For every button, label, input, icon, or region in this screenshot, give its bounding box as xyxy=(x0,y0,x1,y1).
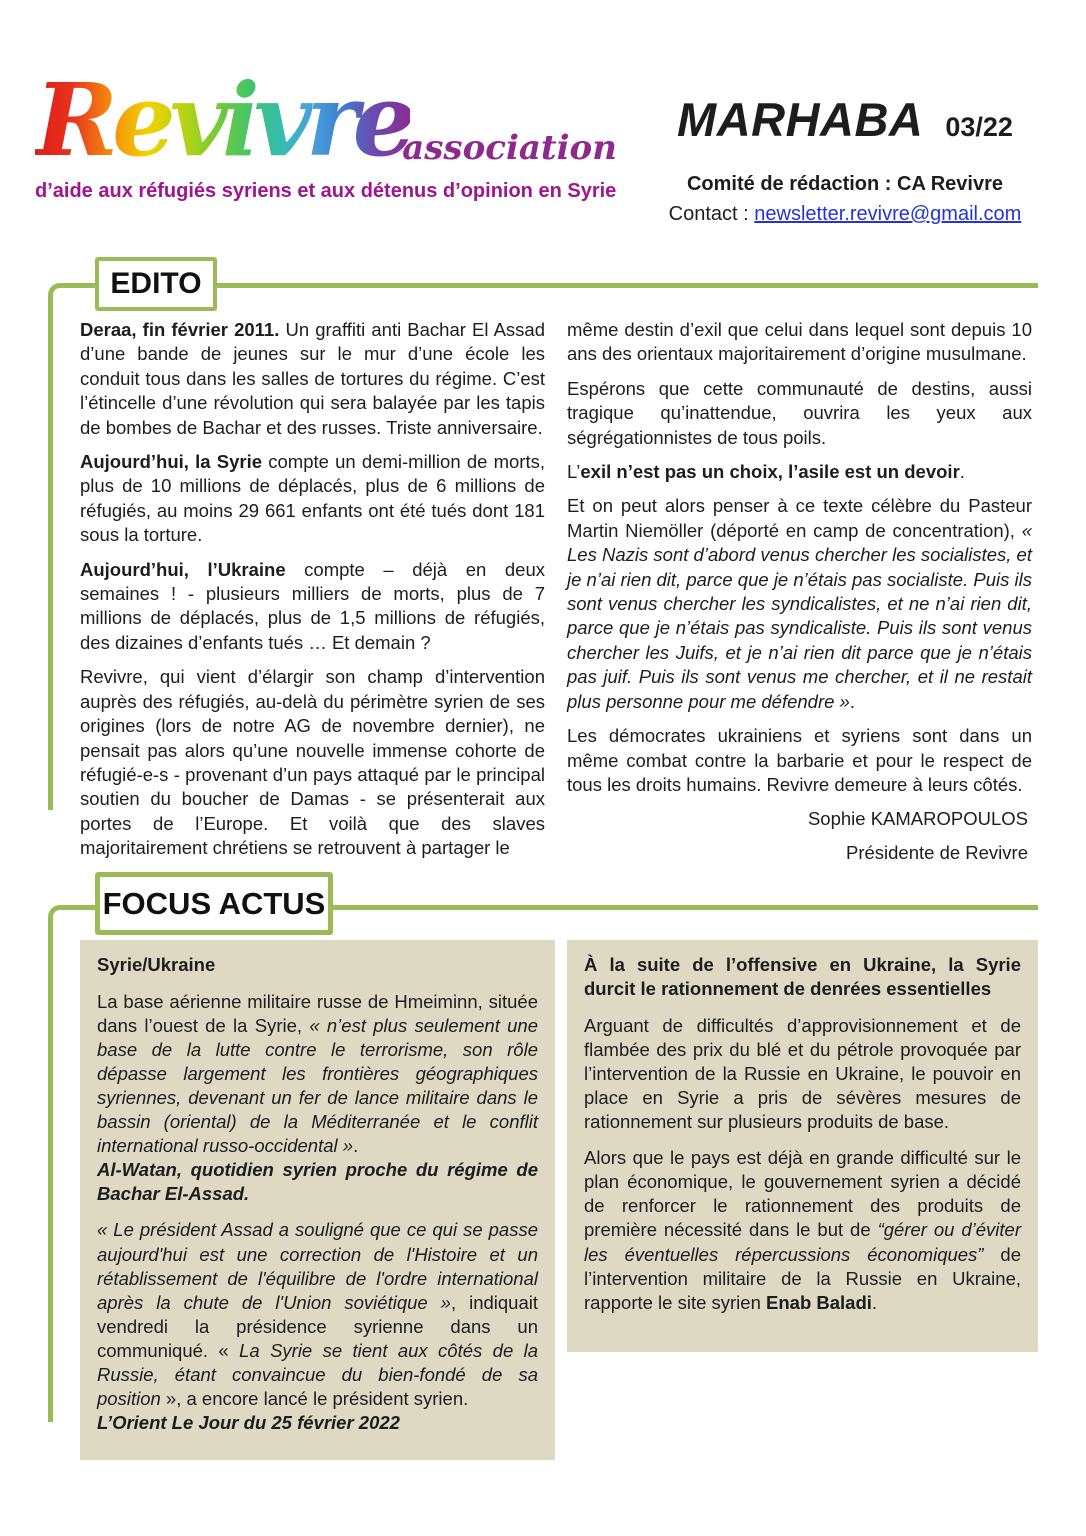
focus-left-heading: Syrie/Ukraine xyxy=(97,954,216,975)
logo-wordmark-row xyxy=(35,61,663,179)
newsletter-title: MARHABA xyxy=(677,93,924,146)
paragraph: Et on peut alors penser à ce texte célèbre du Pasteur Martin Niemöller (déporté en camp de concentration), « Les Nazis sont d’abord venus chercher les socialistes, et je n’ai rien dit, parce que je n’étais pas socialiste. Puis ils sont venus chercher les syndicalistes, et ne n’ai rien dit, parce que je n’étais pas syndicaliste. Puis ils sont venus chercher les Juifs, et je n’ai rien dit parce que je n’étais pas juif. Puis ils sont venus me chercher, et il ne restait plus personne pour me défendre ». xyxy=(567,495,1032,712)
focus-right-panel xyxy=(567,940,1038,1352)
paragraph: Espérons que cette communauté de destins, aussi tragique qu’inattendue, ouvrira les yeux aux ségrégationnistes de tous poils. xyxy=(567,377,1032,448)
contact-label: Contact : xyxy=(668,203,755,225)
issue-title-row xyxy=(650,92,1040,147)
issue-block xyxy=(650,92,1040,226)
contact-email-link[interactable]: newsletter.revivre@gmail.com xyxy=(754,203,1022,225)
paragraph: Aujourd’hui, l’Ukraine compte – déjà en deux semaines ! - plusieurs milliers de morts, plus de 7 millions de déplacés, plus de 1,5 millions de réfugiés, des dizaines d’enfants tués … Et demain ? xyxy=(80,558,545,653)
edito-heading-box xyxy=(95,257,217,311)
edito-heading: EDITO xyxy=(110,267,202,300)
committee-line: Comité de rédaction : CA Revivre xyxy=(686,173,1003,195)
focus-right-heading: À la suite de l’offensive en Ukraine, la Syrie durcit le rationnement de denrées essentielles xyxy=(584,954,1021,1000)
paragraph: Alors que le pays est déjà en grande difficulté sur le plan économique, le gouvernement syrien a décidé de renforcer le rationnement des produits de première nécessité dans le but de “gérer ou d’éviter les éventuelles répercussions économiques” de l’intervention militaire de la Russie en Ukraine, rapporte le site syrien Enab Baladi. xyxy=(584,1147,1021,1313)
paragraph: même destin d’exil que celui dans lequel sont depuis 10 ans des orientaux majoritairement d’origine musulmane. xyxy=(567,319,1032,365)
logo-tagline: d’aide aux réfugiés syriens et aux détenus d’opinion en Syrie xyxy=(35,180,617,202)
paragraph: L’exil n’est pas un choix, l’asile est un devoir. xyxy=(567,461,965,483)
edito-right-column xyxy=(567,318,1032,874)
paragraph: Deraa, fin février 2011. Un graffiti anti Bachar El Assad d’une bande de jeunes sur le mur d’une école les conduit tous dans les salles de tortures du régime. C’est l’étincelle d’une révolution qui sera balayée par les tapis de bombes de Bachar et des russes. Triste anniversaire. xyxy=(80,319,545,438)
source-line: L’Orient Le Jour du 25 février 2022 xyxy=(97,1411,400,1433)
paragraph: Aujourd’hui, la Syrie compte un demi-million de morts, plus de 10 millions de déplacés, plus de 6 millions de réfugiés, au moins 29 661 enfants ont été tués dont 181 sous la torture. xyxy=(80,451,545,546)
signature-name: Sophie KAMAROPOULOS xyxy=(807,808,1028,830)
paragraph: La base aérienne militaire russe de Hmeiminn, située dans l’ouest de la Syrie, « n’est plus seulement une base de la lutte contre le terrorisme, son rôle dépasse largement les frontières géographiques syriennes, devenant un fer de lance militaire dans le bassin (oriental) de la Méditerranée et le conflit international russo-occidental ». xyxy=(97,991,538,1157)
issue-number: 03/22 xyxy=(945,112,1013,142)
logo-association-label: association xyxy=(402,128,617,168)
logo-wordmark: Revivre xyxy=(35,61,411,179)
paragraph: Les démocrates ukrainiens et syriens sont dans un même combat contre la barbarie et pour le respect de tous les droits humains. Revivre demeure à leurs côtés. xyxy=(567,725,1032,795)
focus-panels xyxy=(80,940,1038,1460)
contact-line xyxy=(650,203,1040,226)
revivre-logo xyxy=(35,61,663,203)
edito-left-column xyxy=(80,318,545,874)
paragraph: Revivre, qui vient d’élargir son champ d’intervention auprès des réfugiés, au-delà du périmètre syrien de ses origines (lors de notre AG de novembre dernier), ne pensait pas alors qu’une nouvelle immense cohorte de réfugié-e-s - provenant d’un pays attaqué par le principal soutien du boucher de Damas - se présenterait aux portes de l’Europe. Et voilà que des slaves majoritairement chrétiens se retrouvent à partager le xyxy=(80,666,545,859)
focus-heading-box xyxy=(95,872,333,935)
focus-heading: FOCUS ACTUS xyxy=(102,885,326,921)
paragraph: « Le président Assad a souligné que ce qui se passe aujourd'hui est une correction de l'Histoire et un rétablissement de l'équilibre de l'ordre international après la chute de l'Union soviétique », indiquait vendredi la présidence syrienne dans un communiqué. « La Syrie se tient aux côtés de la Russie, étant convaincue du bien-fondé de sa position », a encore lancé le président syrien. xyxy=(97,1219,539,1409)
edito-columns xyxy=(80,318,1032,874)
signature-role: Présidente de Revivre xyxy=(845,841,1028,863)
paragraph: Al-Watan, quotidien syrien proche du régime de Bachar El-Assad. xyxy=(97,1159,538,1205)
paragraph: Arguant de difficultés d’approvisionnement et de flambée des prix du blé et du pétrole provoquée par l’intervention de la Russie en Ukraine, le pouvoir en place en Syrie a pris de sévères mesures de rationnement sur plusieurs produits de base. xyxy=(584,1015,1021,1133)
focus-left-panel xyxy=(80,940,555,1460)
